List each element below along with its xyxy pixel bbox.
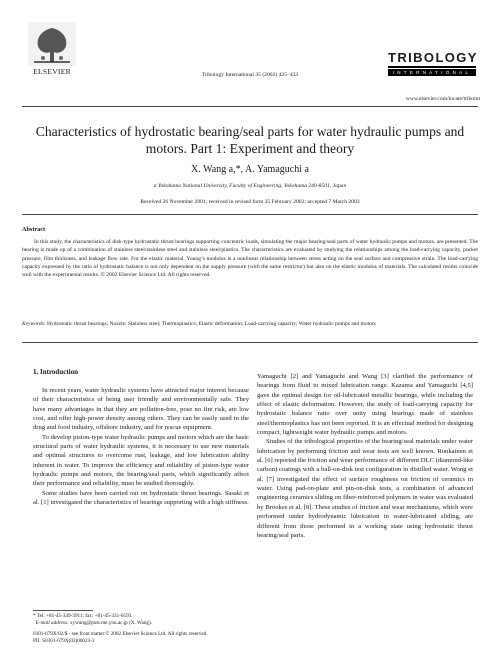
copyright-block	[33, 631, 333, 646]
paragraph: To develop piston-type water hydraulic pumps and motors which are the basic structural parts of water hydraulic systems, it is necessary to use new materials and optimal structures to overcome rust, leakage, and low lubrication ability inherent in water. To improve the efficiency and reliability of piston-type water hydraulic pumps and motors, the bearing/seal parts, which significantly affect their performance and reliability, must be studied thoroughly.	[33, 433, 249, 488]
publisher-name: ELSEVIER	[33, 67, 71, 76]
pii-line: PII: S0301-679X(02)00023-3	[33, 638, 95, 645]
received-dates: Received 26 November 2001; received in revised form 25 February 2002; accepted 7 March 2002	[140, 199, 360, 205]
footnote	[33, 613, 249, 628]
email-label: E-mail address:	[35, 620, 69, 627]
journal-url-link[interactable]: www.elsevier.com/locate/triboint	[405, 96, 480, 102]
article-title: Characteristics of hydrostatic bearing/seal parts for water hydraulic pumps and motors. Part 1: Experiment and theory	[35, 124, 465, 156]
abstract-body: In this study, the characteristics of disk-type hydrostatic thrust bearings supporting concentric loads, simulating the major bearing/seal parts of water hydraulic pumps and motors, are presented. The bearing is made up of a combination of stainless steel/stainless steel and stainless steel/plastics. The characteristics are evaluated by studying the relationships among the load-carrying capacity, pocket pressure, film thickness, and leakage flow rate. For the elastic material, Young’s modulus is a nonlinear relationship between stress acting on the seal surface and compressive strain. The load-carrying capacity expressed by the ratio of hydrostatic balance is not only dependent on the supply pressure (with the same restrictor) but also on the elastic modulus of materials. The calculated results coincide well with the experimental results. © 2002 Elsevier Science Ltd. All rights reserved.	[22, 239, 478, 279]
paragraph: Yamaguchi [2] and Yamaguchi and Wang [3] clarified the performance of bearings from fluid to mixed lubrication range. Kazama and Yamaguchi [4,5] gave the optimal design for oil-lubricated metallic bearings, while including the effect of elastic deformation. However, the study of load-carrying capacity for hydrostatic balance ratio over unity using bearings made of stainless steel/thermoplastics has not been reported. It is an effectual method for designing compact, lightweight water hydraulic pumps and motors.	[257, 373, 473, 437]
keywords	[22, 320, 478, 328]
journal-logo-sub: INTERNATIONAL	[388, 69, 476, 76]
abstract-heading: Abstract	[22, 226, 46, 233]
paragraph: In recent years, water hydraulic systems have attracted major interest because of their characteristics of being user friendly and environmentally safe. They have many advantages in that they are pollution-free, pose no fire risk, are low cost, and offer high-power density among others. They can be easily used in the drug and food industry, offshore industry, and for rescue equipment.	[33, 387, 249, 432]
keywords-list: Hydrostatic thrust bearings; Nozzle; Stainless steel; Thermoplastics; Elastic deformation; Load-carrying capacity; Water hydraulic pumps and motors	[47, 321, 376, 327]
right-column	[257, 372, 473, 540]
elsevier-logo	[22, 22, 82, 80]
journal-reference: Tribology International 35 (2002) 425–433	[201, 72, 299, 78]
article-authors: X. Wang a,*, A. Yamaguchi a	[191, 164, 309, 175]
paragraph: Studies of the tribological properties of the bearing/seal materials under water lubrication by performing friction and wear tests are well known. Ronkainen et al. [6] reported the friction and wear performance of different DLC (diamond-like carbon) coatings with a ball-on-disk test configuration in distilled water. Wong et al. [7] investigated the effect of surface roughness on friction of ceramics in water. Using pad-on-plate and pin-on-disk tests, a combination of advanced engineering ceramics sliding on fiber-reinforced polymers in water was evaluated by Brookes et al. [8]. These studies of friction and wear mechanisms, which were performed under hydrodynamic lubrication in water-lubricated sliding, are different from those performed in a working state using hydrostatic thrust bearing/seal parts.	[257, 438, 473, 539]
journal-logo-main: TRIBOLOGY	[388, 50, 476, 68]
abstract-top-divider	[22, 214, 478, 215]
header-divider	[22, 106, 478, 107]
section-heading: 1. Introduction	[33, 368, 78, 376]
paragraph: Some studies have been carried out on hydrostatic thrust bearings. Sasaki et al. [1] investigated the characteristics of bearings supporting with a high stiffness.	[33, 489, 249, 507]
elsevier-tree-icon	[28, 22, 76, 66]
footnote-contact: * Tel: +81-45-339-3911; fax: +81-45-331-6593.	[33, 613, 133, 619]
left-column	[33, 372, 249, 507]
abstract-bottom-divider	[22, 342, 478, 343]
journal-logo	[388, 50, 476, 76]
copyright-line: 0301-679X/02/$ - see front matter © 2002 Elsevier Science Ltd. All rights reserved.	[33, 631, 208, 637]
keywords-label: Keywords:	[22, 321, 46, 327]
footnote-divider	[33, 610, 93, 611]
email-address[interactable]: xywang@post.me.ynu.ac.jp (X. Wang).	[69, 620, 153, 627]
author-affiliation: a Yokohama National University, Faculty of Engineering, Yokohama 240-8501, Japan	[153, 183, 347, 189]
